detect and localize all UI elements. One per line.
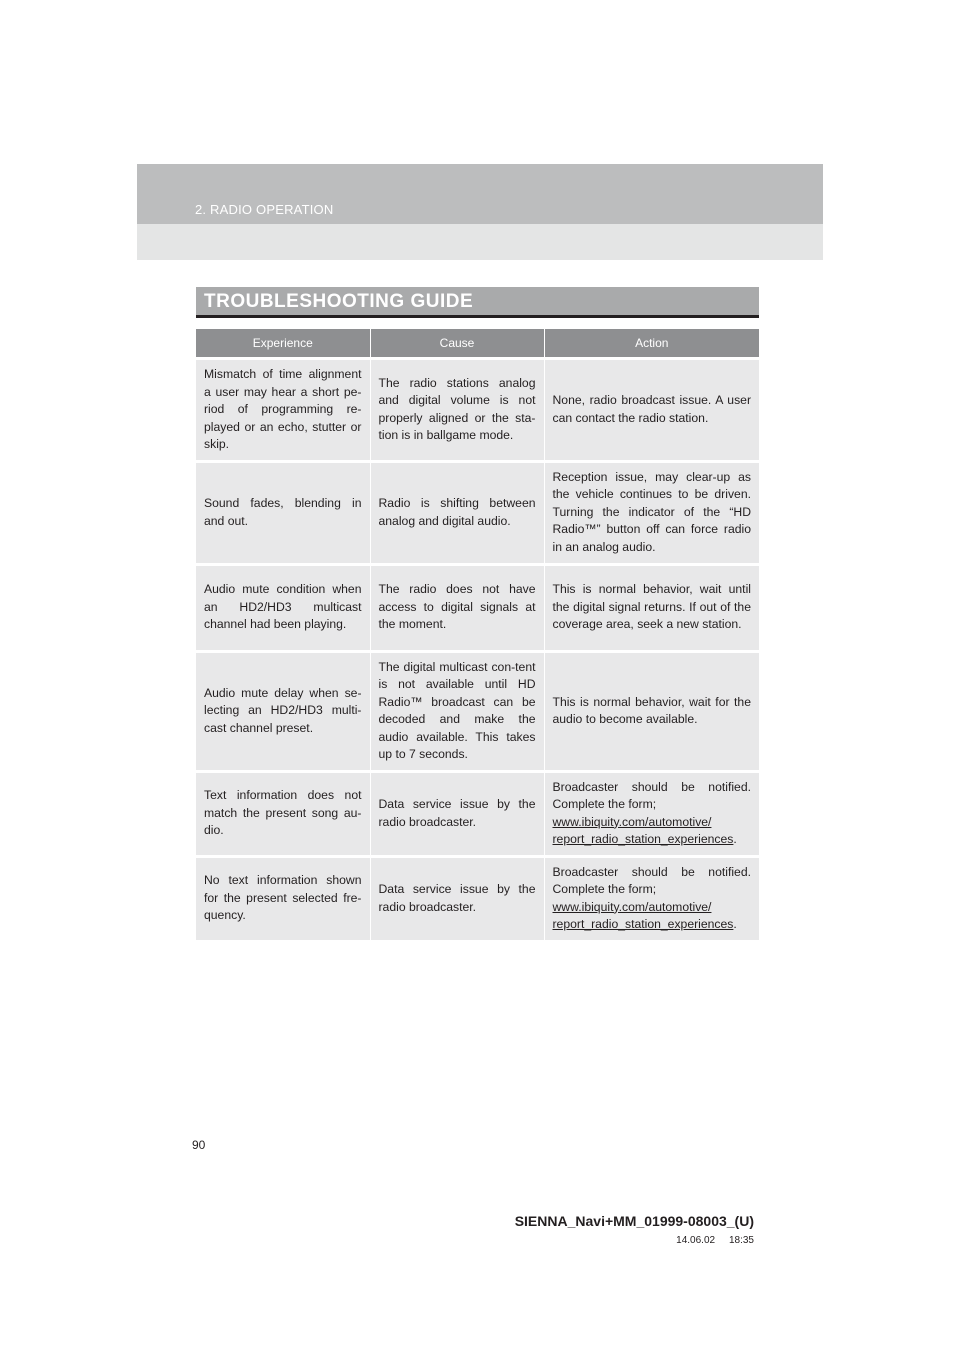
guide-title-bar (196, 287, 759, 318)
column-header-experience: Experience (196, 329, 370, 359)
action-cell: This is normal behavior, wait for the audio to become available. (544, 651, 759, 771)
header-subband (137, 224, 823, 260)
table-header-row (196, 329, 759, 359)
action-cell: Broadcaster should be notified. Complete the form; www.ibiquity.com/automotive/ report_radio_station_experiences. (544, 771, 759, 856)
document-code: SIENNA_Navi+MM_01999-08003_(U) (514, 1213, 754, 1229)
cause-cell: The radio stations analog and digital volume is not properly aligned or the sta-tion is in ballgame mode. (370, 359, 544, 462)
action-cell: Broadcaster should be notified. Complete the form; www.ibiquity.com/automotive/ report_radio_station_experiences. (544, 856, 759, 940)
action-cell: This is normal behavior, wait until the digital signal returns. If out of the coverage area, seek a new station. (544, 564, 759, 651)
cause-cell: Radio is shifting between analog and digital audio. (370, 461, 544, 564)
feedback-link[interactable]: www.ibiquity.com/automotive/ report_radio_station_experiences (552, 814, 734, 846)
table-row (196, 771, 759, 856)
document-date: 14.06.02 18:35 (676, 1235, 754, 1246)
action-text: Broadcaster should be notified. Complete the form; (552, 864, 751, 896)
cause-cell: The radio does not have access to digital signals at the moment. (370, 564, 544, 651)
table-row (196, 359, 759, 462)
experience-cell: Text information does not match the present song au-dio. (196, 771, 370, 856)
section-label: 2. RADIO OPERATION (195, 202, 334, 217)
cause-cell: Data service issue by the radio broadcaster. (370, 771, 544, 856)
cause-cell: Data service issue by the radio broadcaster. (370, 856, 544, 940)
experience-cell: Audio mute condition when an HD2/HD3 multicast channel had been playing. (196, 564, 370, 651)
table-row (196, 856, 759, 940)
experience-cell: No text information shown for the present selected fre-quency. (196, 856, 370, 940)
page-number: 90 (192, 1138, 206, 1152)
experience-cell: Mismatch of time alignment a user may hear a short pe-riod of programming re-played or an echo, stutter or skip. (196, 359, 370, 462)
table-row (196, 564, 759, 651)
feedback-link[interactable]: www.ibiquity.com/automotive/ report_radio_station_experiences (552, 899, 734, 931)
guide-title: TROUBLESHOOTING GUIDE (204, 291, 474, 312)
column-header-action: Action (544, 329, 759, 359)
table-row (196, 461, 759, 564)
action-cell: Reception issue, may clear-up as the vehicle continues to be driven. Turning the indicator of the “HD Radio™” button off can force radio in an analog audio. (544, 461, 759, 564)
column-header-cause: Cause (370, 329, 544, 359)
action-cell: None, radio broadcast issue. A user can contact the radio station. (544, 359, 759, 462)
cause-cell: The digital multicast con-tent is not available until HD Radio™ broadcast can be decoded and make the audio available. This takes up to 7 seconds. (370, 651, 544, 771)
action-text: Broadcaster should be notified. Complete the form; (552, 779, 751, 811)
troubleshooting-table (196, 329, 759, 940)
experience-cell: Audio mute delay when se-lecting an HD2/HD3 multi-cast channel preset. (196, 651, 370, 771)
experience-cell: Sound fades, blending in and out. (196, 461, 370, 564)
table-row (196, 651, 759, 771)
